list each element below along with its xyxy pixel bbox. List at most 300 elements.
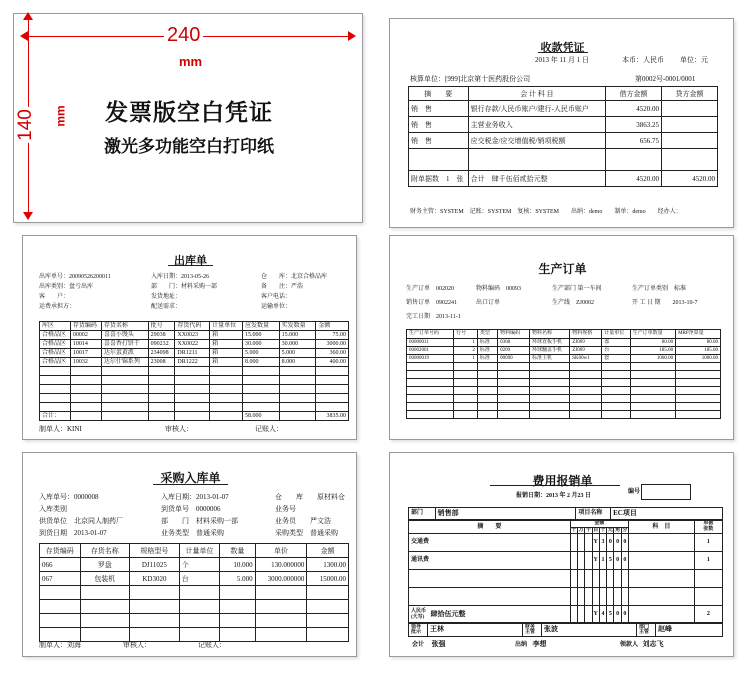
outbound-order-card bbox=[22, 235, 357, 440]
table-cell: 合格品区 bbox=[40, 349, 71, 358]
receipt-voucher-number: 第0002号-0001/0001 bbox=[635, 75, 696, 83]
production-order-type: 生产订单类别 标准 bbox=[632, 286, 687, 292]
table-row bbox=[407, 403, 721, 411]
table-header-cell: 计量单位 bbox=[210, 322, 243, 331]
table-cell: 10032 bbox=[70, 358, 101, 367]
table-cell: 台 bbox=[179, 572, 220, 586]
expense-date: 报销日期：2013 年 2 月23 日 bbox=[516, 493, 592, 499]
expense-dept-label: 部门 bbox=[409, 508, 436, 520]
table-cell: 喜喜香打饼干 bbox=[101, 340, 148, 349]
amount-digit bbox=[570, 552, 577, 570]
production-finish-date: 完工日期 2013-11-1 bbox=[406, 314, 461, 320]
table-cell: 5.000 bbox=[220, 572, 255, 586]
outbound-title-underline bbox=[168, 265, 213, 266]
table-cell: 066 bbox=[40, 558, 81, 572]
table-cell: 套 bbox=[602, 355, 630, 363]
outbound-total-qty: 58.000 bbox=[242, 412, 279, 421]
table-row bbox=[40, 572, 349, 586]
outbound-header-row bbox=[40, 322, 349, 331]
table-row bbox=[40, 403, 349, 412]
payee-label: 领款人 bbox=[620, 642, 639, 648]
expense-sign-table bbox=[408, 622, 723, 637]
table-row bbox=[407, 379, 721, 387]
amount-digit: Y bbox=[592, 552, 599, 570]
cover-card bbox=[13, 13, 363, 223]
table-row bbox=[409, 133, 718, 149]
table-row bbox=[40, 340, 349, 349]
receipt-title: 收款凭证 bbox=[540, 42, 585, 54]
purchase-header-row bbox=[40, 544, 349, 558]
table-cell: 标准主机 bbox=[530, 355, 570, 363]
purchase-department: 部 门 材料采购一部 bbox=[161, 517, 238, 525]
amount-digit: 0 bbox=[607, 534, 614, 552]
table-header-cell: 实发数量 bbox=[279, 322, 316, 331]
table-cell bbox=[662, 101, 718, 117]
purchase-warehouse: 仓 库 原材料仓 bbox=[275, 493, 345, 501]
receipt-table bbox=[408, 86, 718, 187]
amount-unit: 分 bbox=[622, 527, 628, 533]
table-cell: 75.00 bbox=[316, 331, 349, 340]
table-cell: 29038 bbox=[148, 331, 175, 340]
amount-digit bbox=[585, 534, 592, 552]
table-header-cell: 生产订单号码 bbox=[407, 330, 454, 339]
table-header-cell: 生产订单数量 bbox=[630, 330, 675, 339]
outbound-freight-payer: 运费承担方： bbox=[39, 304, 76, 310]
table-row bbox=[40, 586, 349, 600]
purchase-reviewed-by: 审核人： bbox=[123, 641, 151, 649]
table-cell: 2 bbox=[454, 347, 478, 355]
outbound-title: 出库单 bbox=[174, 255, 207, 267]
table-cell: 00002001 bbox=[407, 347, 454, 355]
production-table bbox=[406, 329, 721, 419]
table-cell: 3000.00 bbox=[316, 340, 349, 349]
amount-digit: Y bbox=[592, 606, 599, 624]
purchase-category: 入库类别 bbox=[39, 505, 67, 513]
receipt-voucher-card bbox=[389, 18, 734, 228]
receipt-date: 2013 年 11 月 1 日 bbox=[535, 56, 589, 64]
table-row bbox=[40, 394, 349, 403]
cover-subtitle: 激光多功能空白打印纸 bbox=[104, 137, 274, 156]
table-cell: 5.000 bbox=[279, 349, 316, 358]
receipt-total-credit: 4520.00 bbox=[662, 171, 718, 187]
purchase-title-underline bbox=[153, 484, 228, 485]
table-row bbox=[40, 614, 349, 628]
table-cell: 360.00 bbox=[316, 349, 349, 358]
table-row bbox=[409, 552, 723, 570]
outbound-customer: 客 户： bbox=[39, 294, 70, 300]
table-cell bbox=[662, 117, 718, 133]
table-row bbox=[40, 358, 349, 367]
table-cell: 00000011 bbox=[407, 339, 454, 347]
table-header-cell: 金额 bbox=[307, 544, 349, 558]
purchase-prepared-by: 制单人：刘海 bbox=[39, 641, 81, 649]
amount-digit: 0 bbox=[621, 534, 628, 552]
purchase-receipt-card bbox=[22, 452, 357, 657]
table-row bbox=[407, 387, 721, 395]
table-cell: 234098 bbox=[148, 349, 175, 358]
table-cell: 合格品区 bbox=[40, 340, 71, 349]
table-cell: 400.00 bbox=[316, 358, 349, 367]
finance-manager-value: 张波 bbox=[542, 623, 637, 637]
table-cell: 00090 bbox=[498, 355, 530, 363]
height-arrow-top-icon bbox=[23, 12, 33, 20]
expense-col-summary: 摘 要 bbox=[409, 521, 571, 534]
table-cell: ZJ009 bbox=[570, 339, 602, 347]
receipt-header-credit: 贷方金额 bbox=[662, 87, 718, 101]
table-cell: 10.000 bbox=[220, 558, 255, 572]
height-unit: mm bbox=[53, 105, 68, 127]
outbound-posted-by: 记账人： bbox=[255, 425, 283, 433]
outbound-category: 出库类别：盘亏出库 bbox=[39, 284, 94, 290]
table-cell: DJ11025 bbox=[130, 558, 180, 572]
accountant-label: 会计 bbox=[412, 642, 425, 648]
table-cell: 130.000000 bbox=[255, 558, 307, 572]
expense-project-value: EC项目 bbox=[611, 508, 723, 520]
table-row bbox=[407, 347, 721, 355]
outbound-carrier: 运输单位： bbox=[261, 304, 292, 310]
cashier-field bbox=[515, 641, 547, 649]
receipt-unit: 单位：元 bbox=[680, 56, 708, 64]
table-header-cell: 存货代码 bbox=[175, 322, 210, 331]
production-start-date: 开 工 日 期 2013-10-7 bbox=[632, 300, 698, 306]
table-cell: 部 bbox=[602, 339, 630, 347]
table-cell: 包装机 bbox=[80, 572, 130, 586]
table-row bbox=[40, 628, 349, 642]
amount-unit: 百 bbox=[593, 527, 599, 533]
expense-col-docs: 单据 张数 bbox=[694, 521, 722, 534]
table-cell: 80.00 bbox=[676, 339, 721, 347]
table-header-cell: MRP净算量 bbox=[676, 330, 721, 339]
expense-header-table bbox=[408, 507, 723, 520]
width-arrow-right-icon bbox=[348, 31, 356, 41]
table-cell: DR1222 bbox=[175, 358, 210, 367]
table-cell: 销 售 bbox=[409, 101, 469, 117]
table-cell: 1300.00 bbox=[307, 558, 349, 572]
table-row bbox=[40, 558, 349, 572]
production-header-row bbox=[407, 330, 721, 339]
table-cell: 箱 bbox=[210, 340, 243, 349]
amount-unit: 十 bbox=[600, 527, 606, 533]
table-cell bbox=[662, 133, 718, 149]
cover-title: 发票版空白凭证 bbox=[105, 100, 273, 125]
outbound-remark: 备 注：严浩 bbox=[261, 284, 304, 290]
table-cell: 1000.00 bbox=[676, 355, 721, 363]
amount-unit: 角 bbox=[615, 527, 621, 533]
cashier-value: 李想 bbox=[532, 640, 547, 648]
table-header-cell: 金额 bbox=[316, 322, 349, 331]
finance-manager-label: 财务 主管 bbox=[523, 623, 542, 637]
outbound-total-row bbox=[40, 412, 349, 421]
table-cell: 10017 bbox=[70, 349, 101, 358]
expense-number-box bbox=[641, 484, 691, 500]
width-unit: mm bbox=[179, 54, 203, 69]
table-header-cell: 物料编码 bbox=[498, 330, 530, 339]
table-cell: 23008 bbox=[148, 358, 175, 367]
table-row bbox=[409, 534, 723, 552]
table-cell: 主营业务收入 bbox=[468, 117, 605, 133]
table-cell: 00002 bbox=[70, 331, 101, 340]
production-order-no: 生产订单 002020 bbox=[406, 286, 455, 292]
outbound-warehouse: 仓 库：北京合格品库 bbox=[261, 274, 328, 280]
payee-field bbox=[620, 641, 664, 649]
table-cell: 30.000 bbox=[242, 340, 279, 349]
production-export-order: 出口订单 bbox=[476, 300, 501, 306]
production-department: 生产部门 第一车间 bbox=[552, 286, 602, 292]
purchase-receipt-no: 入库单号：0000008 bbox=[39, 493, 99, 501]
table-row bbox=[40, 331, 349, 340]
amount-digit bbox=[570, 606, 577, 624]
table-row bbox=[409, 117, 718, 133]
table-row bbox=[409, 570, 723, 588]
table-cell: 标准 bbox=[477, 339, 497, 347]
purchase-business-no: 业务号 bbox=[275, 505, 296, 513]
receipt-total-text: 合计 肆千伍佰贰拾元整 bbox=[468, 171, 605, 187]
production-line: 生产线 ZJ0002 bbox=[552, 300, 595, 306]
amount-unit: 元 bbox=[607, 527, 613, 533]
table-cell: 应交税金/应交增值税/销项税额 bbox=[468, 133, 605, 149]
table-cell: 台 bbox=[602, 347, 630, 355]
table-cell: 80.00 bbox=[630, 339, 675, 347]
table-header-cell: 库区 bbox=[40, 322, 71, 331]
outbound-department: 部 门：材料采购一部 bbox=[151, 284, 218, 290]
table-cell: 个 bbox=[179, 558, 220, 572]
table-cell: 银行存款/人民币账户/建行-人民币账户 bbox=[468, 101, 605, 117]
table-cell: 达尔什锦系列 bbox=[101, 358, 148, 367]
table-row bbox=[407, 363, 721, 371]
table-row bbox=[407, 355, 721, 363]
table-cell: 656.75 bbox=[606, 133, 662, 149]
table-header-cell: 批号 bbox=[148, 322, 175, 331]
production-title: 生产订单 bbox=[538, 262, 587, 276]
purchase-business-type: 业务类型 普通采购 bbox=[161, 529, 224, 537]
expense-col-subject: 科 目 bbox=[629, 521, 695, 534]
table-cell: ZJ009 bbox=[570, 347, 602, 355]
production-material-code: 物料编码 00093 bbox=[476, 286, 522, 292]
purchase-table bbox=[39, 543, 349, 642]
table-header-cell: 存货名称 bbox=[80, 544, 130, 558]
table-row bbox=[40, 600, 349, 614]
table-cell: KD3020 bbox=[130, 572, 180, 586]
table-cell: 3863.25 bbox=[606, 117, 662, 133]
table-row bbox=[409, 101, 718, 117]
table-cell bbox=[662, 149, 718, 171]
outbound-customer-phone: 客户电话： bbox=[261, 294, 292, 300]
amount-digit bbox=[577, 534, 584, 552]
table-cell: 0209 bbox=[498, 347, 530, 355]
accountant-value: 张强 bbox=[431, 640, 446, 648]
amount-digit bbox=[585, 552, 592, 570]
accountant-field bbox=[412, 641, 446, 649]
table-header-cell: 存货编码 bbox=[70, 322, 101, 331]
table-cell: 环球直板手机 bbox=[530, 339, 570, 347]
table-cell: 1 bbox=[454, 355, 478, 363]
table-cell: 罗盘 bbox=[80, 558, 130, 572]
amount-digit: 5 bbox=[607, 552, 614, 570]
table-header-cell: 物料名称 bbox=[530, 330, 570, 339]
receipt-company: 核算单位：[999]北京第十医药股份公司 bbox=[410, 75, 531, 83]
outbound-delivery-needs: 配送需求： bbox=[151, 304, 182, 310]
table-header-cell: 存货名称 bbox=[101, 322, 148, 331]
expense-item-docs: 1 bbox=[694, 552, 722, 570]
expense-project-label: 项目名称 bbox=[576, 508, 611, 520]
table-row bbox=[409, 588, 723, 606]
receipt-attachments: 附单据数 1 张 bbox=[409, 171, 469, 187]
purchase-title: 采购入库单 bbox=[160, 471, 221, 485]
expense-item-summary: 交通费 bbox=[409, 534, 571, 552]
expense-item-summary: 通讯费 bbox=[409, 552, 571, 570]
table-cell: 185.00 bbox=[676, 347, 721, 355]
leader-approval-value: 王林 bbox=[428, 623, 523, 637]
table-header-cell: 类型 bbox=[477, 330, 497, 339]
outbound-date: 入库日期：2013-05-26 bbox=[151, 274, 209, 280]
amount-digit: 0 bbox=[621, 606, 628, 624]
table-cell: 090232 bbox=[148, 340, 175, 349]
table-header-cell: 应发数量 bbox=[242, 322, 279, 331]
height-label: 140 bbox=[14, 109, 36, 141]
table-cell: 销 售 bbox=[409, 117, 469, 133]
table-row bbox=[409, 149, 718, 171]
table-header-cell: 规格型号 bbox=[130, 544, 180, 558]
table-cell: 标准 bbox=[477, 355, 497, 363]
amount-digit: Y bbox=[592, 534, 599, 552]
amount-digit: 3 bbox=[599, 534, 606, 552]
table-cell: XX0023 bbox=[175, 331, 210, 340]
amount-digit: 5 bbox=[607, 606, 614, 624]
table-cell: 1000.00 bbox=[630, 355, 675, 363]
expense-table bbox=[408, 520, 723, 624]
amount-digit: 4 bbox=[599, 606, 606, 624]
table-row bbox=[407, 371, 721, 379]
purchase-arrival-date: 到货日期 2013-01-07 bbox=[39, 529, 107, 537]
table-cell: 销 售 bbox=[409, 133, 469, 149]
amount-digit bbox=[585, 606, 592, 624]
table-cell bbox=[606, 149, 662, 171]
amount-digit: 0 bbox=[614, 552, 621, 570]
amount-unit: 万 bbox=[578, 527, 584, 533]
amount-digit bbox=[577, 606, 584, 624]
table-cell: 喜喜小馒头 bbox=[101, 331, 148, 340]
purchase-supplier: 供货单位 北京同人制药厂 bbox=[39, 517, 123, 525]
table-cell: 合格品区 bbox=[40, 358, 71, 367]
outbound-reviewed-by: 审核人： bbox=[165, 425, 193, 433]
amount-digit: 0 bbox=[614, 534, 621, 552]
outbound-table bbox=[39, 321, 349, 421]
table-cell: 箱 bbox=[210, 349, 243, 358]
expense-col-amount: 金额 bbox=[570, 521, 628, 528]
receipt-currency: 本币：人民币 bbox=[622, 56, 664, 64]
dept-manager-value: 赵峰 bbox=[656, 623, 723, 637]
table-row bbox=[407, 411, 721, 419]
table-cell: 15.000 bbox=[279, 331, 316, 340]
table-cell: 8.000 bbox=[279, 358, 316, 367]
receipt-footer: 财务主管：SYSTEM 记账：SYSTEM 复核：SYSTEM 出纳：demo 制单：demo 经办人： bbox=[410, 209, 682, 215]
expense-total-docs: 2 bbox=[694, 606, 722, 624]
table-cell: 8.000 bbox=[242, 358, 279, 367]
table-header-cell: 数量 bbox=[220, 544, 255, 558]
outbound-ship-address: 发货地址： bbox=[151, 294, 182, 300]
table-cell: 标准 bbox=[477, 347, 497, 355]
table-cell: 合格品区 bbox=[40, 331, 71, 340]
table-cell: 10014 bbox=[70, 340, 101, 349]
cashier-label: 出纳 bbox=[515, 642, 528, 648]
width-arrow-left-icon bbox=[20, 31, 28, 41]
production-order-card bbox=[389, 235, 734, 440]
purchase-posted-by: 记账人： bbox=[198, 641, 226, 649]
table-cell: 环球翻盖手机 bbox=[530, 347, 570, 355]
width-label: 240 bbox=[164, 24, 203, 47]
table-cell: 30.000 bbox=[279, 340, 316, 349]
purchase-arrival-no: 到货单号 0000006 bbox=[161, 505, 221, 513]
receipt-total-row bbox=[409, 171, 718, 187]
table-cell: 0308 bbox=[498, 339, 530, 347]
table-row bbox=[407, 339, 721, 347]
payee-value: 刘志飞 bbox=[642, 640, 664, 648]
amount-digit: 0 bbox=[621, 552, 628, 570]
table-row bbox=[40, 367, 349, 376]
dept-manager-label: 部门 主管 bbox=[637, 623, 656, 637]
amount-digit: 1 bbox=[599, 552, 606, 570]
table-cell bbox=[409, 149, 469, 171]
table-cell: 4520.00 bbox=[606, 101, 662, 117]
expense-total-text: 肆拾伍元整 bbox=[430, 610, 466, 618]
table-row bbox=[40, 349, 349, 358]
purchase-salesperson: 业务员 严文浩 bbox=[275, 517, 331, 525]
receipt-total-debit: 4520.00 bbox=[606, 171, 662, 187]
table-cell: 15.000 bbox=[242, 331, 279, 340]
table-cell: 箱 bbox=[210, 331, 243, 340]
expense-card bbox=[389, 452, 734, 657]
table-cell: SK00w1 bbox=[570, 355, 602, 363]
expense-total-row bbox=[409, 606, 723, 624]
amount-digit bbox=[570, 534, 577, 552]
expense-dept-value: 销售部 bbox=[435, 508, 576, 520]
table-header-cell: 计量单位 bbox=[602, 330, 630, 339]
table-header-cell: 计量单位 bbox=[179, 544, 220, 558]
table-cell: 185.00 bbox=[630, 347, 675, 355]
amount-digit bbox=[577, 552, 584, 570]
outbound-prepared-by: 制单人：KINI bbox=[39, 425, 82, 433]
amount-unit: 千 bbox=[585, 527, 591, 533]
outbound-order-no: 出库单号：20090526200011 bbox=[39, 274, 111, 280]
purchase-date: 入库日期：2013-01-07 bbox=[161, 493, 229, 501]
outbound-total-amount: 3835.00 bbox=[316, 412, 349, 421]
expense-title: 费用报销单 bbox=[532, 474, 593, 488]
amount-digit: 0 bbox=[614, 606, 621, 624]
table-cell: 3000.000000 bbox=[255, 572, 307, 586]
outbound-total-label: 合计： bbox=[40, 412, 71, 421]
table-cell: 箱 bbox=[210, 358, 243, 367]
receipt-header-account: 会 计 科 目 bbox=[468, 87, 605, 101]
table-cell: 达尔蛋黄派 bbox=[101, 349, 148, 358]
leader-approval-label: 领导 批示 bbox=[409, 623, 428, 637]
table-cell: 5.000 bbox=[242, 349, 279, 358]
amount-unit: 十 bbox=[571, 527, 577, 533]
expense-number-label: 编号 bbox=[628, 489, 641, 495]
table-cell: 15000.00 bbox=[307, 572, 349, 586]
table-header-cell: 行号 bbox=[454, 330, 478, 339]
table-cell bbox=[468, 149, 605, 171]
receipt-header-summary: 摘 要 bbox=[409, 87, 469, 101]
table-row bbox=[40, 376, 349, 385]
expense-total-label: 人民币 (大写) bbox=[411, 608, 427, 620]
purchase-purchase-type: 采购类型 普通采购 bbox=[275, 529, 338, 537]
receipt-title-underline bbox=[538, 52, 588, 53]
table-cell: 00000019 bbox=[407, 355, 454, 363]
expense-item-docs: 1 bbox=[694, 534, 722, 552]
table-cell: 067 bbox=[40, 572, 81, 586]
table-row bbox=[407, 395, 721, 403]
table-row bbox=[40, 385, 349, 394]
